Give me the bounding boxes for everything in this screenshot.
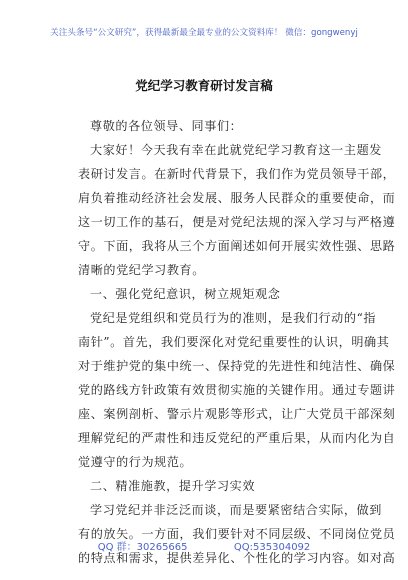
paragraph-line: 党的路线方针政策有效贯彻实施的关键作用。通过专题讲 [78, 383, 396, 397]
paragraph-line: 理解党纪的严肃性和违反党纪的严重后果，从而内化为自 [78, 431, 396, 445]
header-notice: 关注头条号“公文研究”，获得最新最全最专业的公文资料库！ 微信：gongwenyj [50, 28, 358, 38]
paragraph-line: 守。下面，我将从三个方面阐述如何开展实效性强、思路 [78, 239, 396, 253]
document-title: 党纪学习教育研讨发言稿 [135, 78, 273, 93]
footer-contact [0, 538, 408, 553]
paragraph-line: 学习党纪并非泛泛而谈，而是要紧密结合实际，做到 [90, 503, 382, 517]
paragraph-line: 的特点和需求，提供差异化、个性化的学习内容。如对高 [78, 551, 396, 565]
paragraph-line: 对于维护党的集中统一、保持党的先进性和纯洁性、确保 [78, 359, 396, 373]
paragraph-line: 清晰的党纪学习教育。 [78, 263, 205, 277]
paragraph-line: 党纪是党组织和党员行为的准则，是我们行动的“指 [90, 311, 377, 325]
header-banner [0, 0, 408, 56]
section-heading-2: 二、精准施教，提升学习实效 [90, 479, 256, 493]
paragraph-line: 南针”。首先，我们要深化对党纪重要性的认识，明确其 [78, 335, 390, 349]
document-body [78, 114, 396, 570]
paragraph-line: 表研讨发言。在新时代背景下，我们作为党员领导干部， [78, 167, 396, 181]
paragraph-line: 大家好！今天我有幸在此就党纪学习教育这一主题发 [90, 143, 382, 157]
footer-qq-group: QQ 群：30265665 [97, 542, 188, 553]
paragraph-line: 座、案例剖析、警示片观影等形式，让广大党员干部深刻 [78, 407, 396, 421]
paragraph-line: 肩负着推动经济社会发展、服务人民群众的重要使命，而 [78, 191, 396, 205]
footer-qq: QQ:535304092 [233, 542, 311, 553]
paragraph-line: 觉遵守的行为规范。 [78, 455, 193, 469]
section-heading-1: 一、强化党纪意识，树立规矩观念 [90, 287, 281, 301]
paragraph-line: 这一切工作的基石，便是对党纪法规的深入学习与严格遵 [78, 215, 396, 229]
paragraph-line: 有的放矢。一方面，我们要针对不同层级、不同岗位党员 [78, 527, 396, 541]
salutation: 尊敬的各位领导、同事们： [90, 119, 243, 133]
